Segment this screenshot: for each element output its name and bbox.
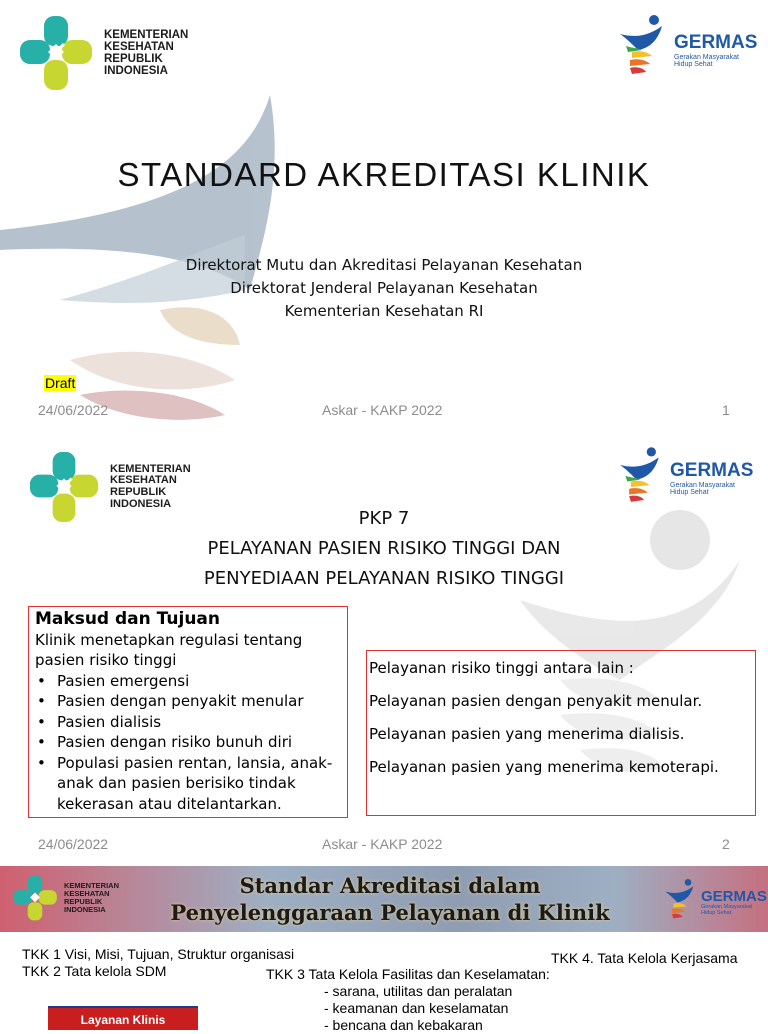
germas-logo: [664, 878, 767, 920]
germas-logo: [618, 446, 753, 504]
list-item-line: anak dan pasien berisiko tindak: [57, 774, 296, 792]
kemenkes-line: KESEHATAN: [64, 889, 110, 899]
germas-logo: [618, 14, 757, 76]
kemenkes-line: REPUBLIK: [110, 486, 167, 498]
banner-title-line: Standar Akreditasi dalam: [239, 873, 541, 898]
list-item: • Pasien dialisis: [35, 712, 341, 733]
tkk-3-item: - bencana dan kebakaran: [324, 1017, 483, 1033]
footer-center: Askar - KAKP 2022: [322, 402, 443, 418]
slide-2: [0, 430, 768, 860]
kemenkes-line: KEMENTERIAN: [104, 28, 189, 41]
footer-page-number: 1: [722, 402, 730, 418]
list-item-line: kekerasan atau ditelantarkan.: [57, 794, 282, 813]
box-paragraph: Pelayanan pasien dengan penyakit menular.: [369, 692, 703, 710]
list-item: • Pasien dengan penyakit menular: [35, 691, 341, 712]
slide-1: [0, 0, 768, 430]
germas-figure-icon: [618, 14, 672, 76]
kemenkes-logo: [18, 14, 188, 92]
slide-heading: PELAYANAN PASIEN RISIKO TINGGI DAN: [207, 538, 561, 559]
list-item: • Pasien emergensi: [35, 671, 341, 692]
kemenkes-line: INDONESIA: [110, 497, 172, 510]
footer-date: 24/06/2022: [38, 402, 109, 418]
box-paragraph: Pelayanan risiko tinggi antara lain :: [369, 659, 634, 677]
footer-date: 24/06/2022: [38, 836, 109, 852]
kemenkes-line: INDONESIA: [104, 65, 168, 78]
germas-tagline: Hidup Sehat: [701, 909, 732, 916]
subtitle-line: Kementerian Kesehatan RI: [284, 302, 484, 320]
germas-figure-icon: [618, 446, 668, 504]
kemenkes-line: REPUBLIK: [104, 53, 163, 65]
germas-tagline: Gerakan Masyarakat: [701, 904, 753, 910]
slide-heading: PKP 7: [358, 508, 410, 529]
tkk-1-text: TKK 1 Visi, Misi, Tujuan, Struktur organisasi: [22, 946, 295, 962]
tkk-4-text: TKK 4. Tata Kelola Kerjasama: [551, 950, 738, 966]
subtitle-line: Direktorat Mutu dan Akreditasi Pelayanan Kesehatan: [185, 256, 583, 274]
kemenkes-line: KEMENTERIAN: [110, 462, 191, 475]
box-paragraph: Pelayanan pasien yang menerima dialisis.: [369, 725, 685, 743]
kemenkes-line: KESEHATAN: [104, 40, 174, 53]
tkk-3-text: TKK 3 Tata Kelola Fasilitas dan Keselamatan:: [266, 966, 550, 982]
box-paragraph: Pelayanan pasien yang menerima kemoterapi.: [369, 758, 719, 776]
germas-tagline: Gerakan Masyarakat: [670, 482, 735, 489]
kemenkes-emblem-icon: [18, 14, 94, 92]
pelayanan-risiko-box: [366, 650, 756, 816]
tkk-3-item: - sarana, utilitas dan peralatan: [324, 983, 513, 999]
tkk-3-item: - keamanan dan keselamatan: [324, 1000, 509, 1016]
list-item: • Pasien dengan risiko bunuh diri: [35, 732, 341, 753]
list-item: [35, 753, 341, 815]
footer-page-number: 2: [722, 836, 730, 852]
kemenkes-line: KEMENTERIAN: [64, 881, 120, 891]
bullet-list: [35, 671, 341, 815]
germas-figure-icon: [664, 878, 700, 920]
germas-tagline: Hidup Sehat: [674, 61, 713, 69]
subtitle-line: Direktorat Jenderal Pelayanan Kesehatan: [230, 279, 538, 297]
kemenkes-line: REPUBLIK: [64, 897, 103, 906]
slide-heading: PENYEDIAAN PELAYANAN RISIKO TINGGI: [203, 568, 565, 589]
slide-title: STANDARD AKREDITASI KLINIK: [117, 156, 651, 193]
draft-label: Draft: [45, 375, 76, 391]
slide-3: [0, 866, 768, 1033]
germas-word: GERMAS: [674, 32, 758, 53]
box-intro-line: pasien risiko tinggi: [35, 651, 177, 669]
kemenkes-line: INDONESIA: [64, 904, 106, 914]
layanan-klinis-label: Layanan Klinis: [48, 1006, 198, 1030]
footer-center: Askar - KAKP 2022: [322, 836, 443, 852]
germas-tagline: Hidup Sehat: [670, 489, 709, 497]
kemenkes-line: KESEHATAN: [110, 474, 177, 487]
kemenkes-logo: [12, 874, 119, 922]
germas-tagline: Gerakan Masyarakat: [674, 54, 739, 61]
box-title: Maksud dan Tujuan: [35, 609, 220, 629]
kemenkes-emblem-icon: [12, 874, 58, 922]
germas-word: GERMAS: [670, 460, 754, 481]
tkk-2-text: TKK 2 Tata kelola SDM: [22, 963, 167, 979]
maksud-tujuan-box: [28, 606, 348, 818]
banner-title-line: Penyelenggaraan Pelayanan di Klinik: [170, 900, 610, 925]
box-intro-line: Klinik menetapkan regulasi tentang: [35, 630, 303, 649]
germas-word: GERMAS: [701, 888, 767, 905]
slide-subtitle: [0, 254, 768, 323]
banner-title: [150, 872, 630, 926]
list-item-line: • Populasi pasien rentan, lansia, anak-: [57, 753, 333, 772]
